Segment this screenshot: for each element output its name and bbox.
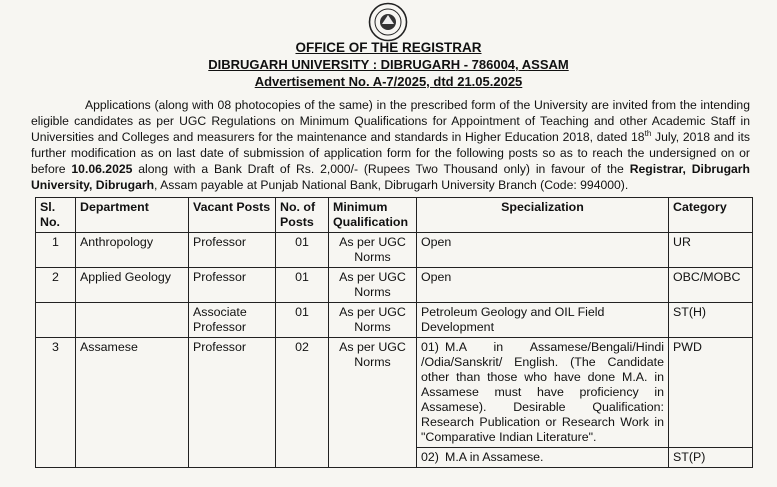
table-row: 02) M.A in Assamese. ST(P) [36,448,753,468]
specialization-option-2: 02) M.A in Assamese. [417,448,669,468]
specialization-option-1: 01) M.A in Assamese/Bengali/Hindi /Odia/Sanskrit/ English. (The Candidate other than those who have done M.A. in Assamese must have proficiency in Assamese). Desirable Qualification: Research Publication or Research Work in "Comparative Indian Literature". [417,338,669,448]
table-header-row [36,198,753,233]
payee: Registrar, Dibrugarh University, Dibrugarh [31,162,750,192]
university-address: DIBRUGARH UNIVERSITY : DIBRUGARH - 786004, ASSAM [208,57,569,72]
table-row: 3 Assamese Professor 02 As per UGC Norms 01) M.A in Assamese/Bengali/Hindi /Odia/Sanskrit/ English. (The Candidate other than those who have done M.A. in Assamese must have proficiency in Assamese). Desirable Qualification: Research Publication or Research Work in "Comparative Indian Literature". PWD [36,338,753,448]
col-category: Category [669,198,753,233]
table-row: 1 Anthropology Professor 01 As per UGC Norms Open UR [36,233,753,268]
table-row: Associate Professor 01 As per UGC Norms Petroleum Geology and OIL Field Development ST(H) [36,303,753,338]
col-department: Department [76,198,189,233]
col-vacant-posts: Vacant Posts [189,198,276,233]
col-min-qualification: Minimum Qualification [329,198,417,233]
vacancy-table [35,197,753,468]
office-title: OFFICE OF THE REGISTRAR [295,40,482,55]
intro-paragraph: Applications (along with 08 photocopies of the same) in the prescribed form of the University are invited from the intending eligible candidates as per UGC Regulations on Minimum Qualifications for Appointment of Teaching and other Academic Staff in Universities and Colleges and measurers for the maintenance and standards in Higher Education 2018, dated 18th July, 2018 and its further modification as on last date of submission of application form for the following posts so as to reach the undersigned on or before 10.06.2025 along with a Bank Draft of Rs. 2,000/- (Rupees Two Thousand only) in favour of the Registrar, Dibrugarh University, Dibrugarh, Assam payable at Punjab National Bank, Dibrugarh University Branch (Code: 994000). [31,98,750,192]
col-no-of-posts: No. of Posts [276,198,329,233]
advertisement-number: Advertisement No. A-7/2025, dtd 21.05.2025 [254,74,523,89]
col-specialization: Specialization [417,198,669,233]
deadline-date: 10.06.2025 [71,162,133,176]
col-sl-no: Sl. No. [36,198,76,233]
university-seal-icon [368,2,408,42]
table-row: 2 Applied Geology Professor 01 As per UGC Norms Open OBC/MOBC [36,268,753,303]
